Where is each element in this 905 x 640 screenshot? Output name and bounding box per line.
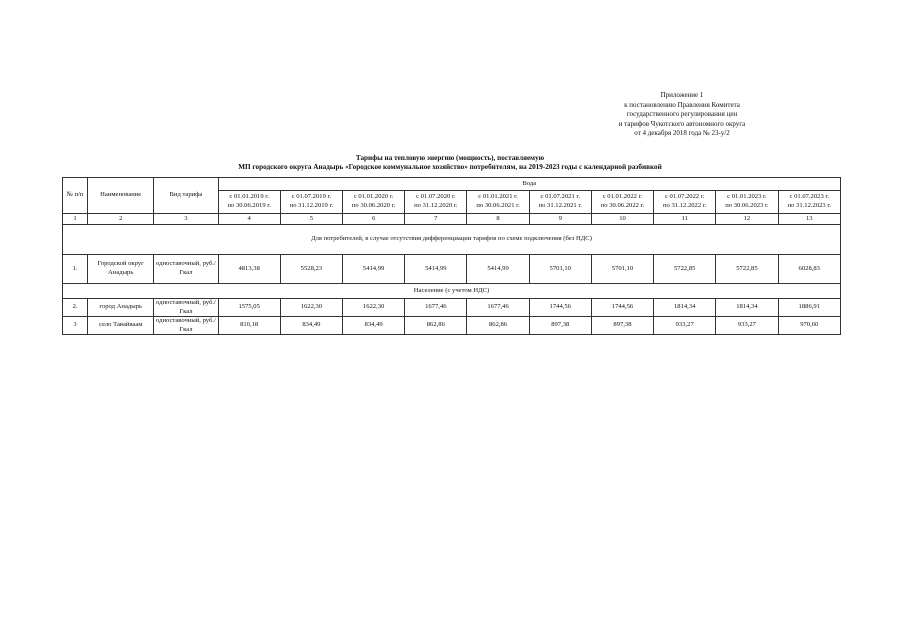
tariff-value: 897,38	[591, 317, 653, 335]
tariff-value: 5528,23	[280, 255, 342, 284]
period-start: с 01.01.2023 г.	[727, 193, 767, 201]
tariff-value: 1814,34	[716, 299, 778, 317]
tariff-value: 5701,10	[529, 255, 591, 284]
period-end: по 31.12.2022 г.	[663, 202, 707, 209]
tariff-value: 862,86	[467, 317, 529, 335]
period-start: с 01.01.2022 г.	[602, 193, 643, 201]
tariff-value: 6028,83	[778, 255, 840, 284]
column-number: 1	[63, 214, 88, 225]
period-start: с 01.01.2019 г.	[229, 193, 269, 201]
period-end: по 31.12.2023 г.	[787, 202, 831, 209]
appendix-line: к постановлению Правления Комитета	[624, 100, 740, 109]
column-number: 9	[529, 214, 591, 225]
tariff-value: 933,27	[716, 317, 778, 335]
row-name: город Анадырь	[88, 299, 154, 317]
tariff-value: 1886,91	[778, 299, 840, 317]
table-row	[63, 299, 841, 317]
tariff-value: 1677,46	[405, 299, 467, 317]
row-tariff-type: одноставочный, руб./Гкал	[154, 317, 218, 335]
row-name: село Тавайваам	[88, 317, 154, 335]
column-number-row	[63, 214, 841, 225]
column-number: 7	[405, 214, 467, 225]
appendix-line: Приложение 1	[660, 91, 704, 99]
column-number: 4	[218, 214, 280, 225]
tariff-value: 5701,10	[591, 255, 653, 284]
period-header	[280, 191, 342, 214]
column-number: 3	[154, 214, 218, 225]
tariff-value: 933,27	[654, 317, 716, 335]
column-number: 2	[88, 214, 154, 225]
row-number: 3	[63, 317, 88, 335]
tariff-value: 897,38	[529, 317, 591, 335]
document-title	[120, 154, 780, 172]
appendix-line: от 4 декабря 2018 года № 23-у/2	[634, 129, 730, 138]
period-header	[218, 191, 280, 214]
row-tariff-type: одноставочный, руб./Гкал	[154, 255, 218, 284]
period-end: по 30.06.2021 г.	[476, 202, 520, 209]
column-number: 5	[280, 214, 342, 225]
row-tariff-type: одноставочный, руб./Гкал	[154, 299, 218, 317]
tariff-value: 1622,30	[280, 299, 342, 317]
period-start: с 01.07.2020 г.	[416, 193, 456, 201]
tariff-value: 834,49	[280, 317, 342, 335]
period-start: с 01.01.2020 г.	[353, 193, 394, 201]
column-number: 11	[654, 214, 716, 225]
header-num: № п/п	[63, 178, 88, 214]
period-end: по 31.12.2020 г.	[414, 202, 458, 209]
tariff-value: 1575,05	[218, 299, 280, 317]
period-header	[716, 191, 778, 214]
row-name: Городской округ Анадырь	[88, 255, 154, 284]
section-row	[63, 284, 841, 299]
tariff-value: 1814,34	[654, 299, 716, 317]
period-start: с 01.07.2021 г.	[540, 193, 581, 201]
header-row	[63, 178, 841, 191]
section-title: Для потребителей, в случае отсутствия дифференциации тарифов по схеме подключения (без НДС)	[63, 225, 841, 255]
tariff-value: 4813,38	[218, 255, 280, 284]
tariff-value: 5414,99	[343, 255, 405, 284]
column-number: 13	[778, 214, 840, 225]
column-number: 6	[343, 214, 405, 225]
tariff-value: 834,49	[343, 317, 405, 335]
section-row	[63, 225, 841, 255]
period-end: по 30.06.2023 г.	[725, 202, 769, 209]
period-header	[343, 191, 405, 214]
period-start: с 01.01.2021 г.	[478, 193, 518, 201]
tariff-value: 5722,85	[654, 255, 716, 284]
table-row	[63, 255, 841, 284]
header-name: Наименование	[88, 178, 154, 214]
table-row	[63, 317, 841, 335]
tariff-value: 1677,46	[467, 299, 529, 317]
tariff-table	[62, 177, 841, 335]
tariff-value: 970,60	[778, 317, 840, 335]
appendix-line: государственного регулирования цен	[626, 110, 738, 119]
title-line-1: Тарифы на тепловую энергию (мощность), поставляемую	[355, 154, 545, 162]
period-header	[405, 191, 467, 214]
period-header	[529, 191, 591, 214]
tariff-value: 810,18	[218, 317, 280, 335]
row-number: 1.	[63, 255, 88, 284]
tariff-value: 1622,30	[343, 299, 405, 317]
section-title: Население (с учетом НДС)	[63, 284, 841, 299]
tariff-value: 5414,99	[405, 255, 467, 284]
period-end: по 30.06.2022 г.	[600, 202, 645, 209]
period-end: по 31.12.2021 г.	[538, 202, 582, 209]
period-header	[591, 191, 653, 214]
period-start: с 01.07.2019 г.	[291, 193, 332, 201]
period-header	[778, 191, 840, 214]
header-tariff-type: Вид тарифа	[154, 178, 218, 214]
header-group: Вода	[218, 178, 840, 191]
period-start: с 01.07.2023 г.	[789, 193, 830, 201]
period-header	[467, 191, 529, 214]
period-end: по 30.06.2019 г.	[227, 202, 271, 209]
tariff-value: 5722,85	[716, 255, 778, 284]
tariff-value: 862,86	[405, 317, 467, 335]
tariff-value: 1744,56	[529, 299, 591, 317]
column-number: 12	[716, 214, 778, 225]
appendix-block	[572, 91, 792, 139]
period-header	[654, 191, 716, 214]
period-end: по 31.12.2019 г.	[289, 202, 334, 209]
tariff-value: 1744,56	[591, 299, 653, 317]
tariff-value: 5414,99	[467, 255, 529, 284]
row-number: 2.	[63, 299, 88, 317]
period-end: по 30.06.2020 г.	[351, 202, 396, 209]
period-start: с 01.07.2022 г.	[664, 193, 705, 201]
title-line-2: МП городского округа Анадырь «Городское коммунальное хозяйство» потребителям, на 2019-2023 годы с календарной разбивкой	[238, 163, 662, 171]
column-number: 10	[591, 214, 653, 225]
appendix-line: и тарифов Чукотского автономного округа	[618, 119, 746, 128]
column-number: 8	[467, 214, 529, 225]
